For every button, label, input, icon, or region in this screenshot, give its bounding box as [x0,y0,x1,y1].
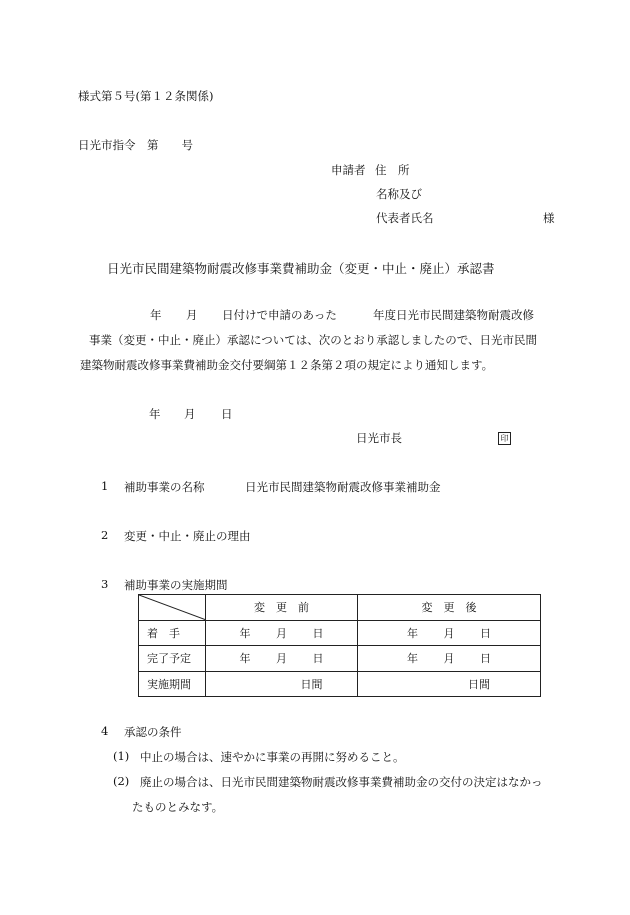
name-label: 名称及び [376,187,422,201]
row-label-start: 着 手 [139,620,206,646]
condition-1-text: 中止の場合は、速やかに事業の再開に努めること。 [140,750,405,764]
condition-2-text-continued: たものとみなす。 [132,800,224,814]
duration-before-cell [206,671,358,697]
body-line1-tail: 年度日光市民間建築物耐震改修 [373,308,534,322]
honorific: 様 [543,211,555,225]
date-year-unit: 年 [407,626,418,640]
body-line3: 建築物耐震改修事業費補助金交付要綱第１２条第２項の規定により通知します。 [80,358,494,372]
form-number: 様式第５号(第１２条関係) [78,89,214,103]
date-day-unit: 日 [480,652,491,666]
seal-icon: 印 [498,432,511,445]
table-corner-cell [139,595,206,621]
diagonal-line-icon [139,595,205,620]
date-day-unit: 日 [312,652,324,666]
item-1-number: 1 [101,479,109,493]
item-1-value: 日光市民間建築物耐震改修事業補助金 [245,480,441,494]
seal-mark [498,430,511,445]
completion-after-cell [358,646,541,672]
row-label-completion: 完了予定 [139,646,206,672]
item-1-label: 補助事業の名称 [124,480,205,494]
duration-after-cell [358,671,541,697]
column-after: 変 更 後 [358,595,541,621]
period-table [138,594,541,697]
body-month: 月 [186,308,198,322]
reference-number: 日光市指令 第 号 [78,138,193,152]
duration-unit: 日間 [300,677,323,691]
start-after-cell [358,620,541,646]
table-header-row [139,595,541,621]
table-row [139,620,541,646]
item-2-label: 変更・中止・廃止の理由 [124,529,251,543]
applicant-label: 申請者 [331,163,366,177]
body-year: 年 [150,308,162,322]
document-title: 日光市民間建築物耐震改修事業費補助金（変更・中止・廃止）承認書 [107,261,495,276]
table-row [139,646,541,672]
mayor-label: 日光市長 [356,431,402,445]
body-line2: 事業（変更・中止・廃止）承認については、次のとおり承認しましたので、日光市民間 [89,333,538,347]
column-before: 変 更 前 [206,595,358,621]
date-day-unit: 日 [312,626,324,640]
item-2-number: 2 [101,528,109,542]
date-month-unit: 月 [276,652,287,666]
date-month-unit: 月 [443,626,455,640]
date-month: 月 [184,407,196,421]
item-4-label: 承認の条件 [124,725,182,739]
item-3-label: 補助事業の実施期間 [124,578,228,592]
date-day-unit: 日 [480,626,491,640]
start-before-cell [206,620,358,646]
item-4-number: 4 [101,724,109,738]
date-year: 年 [149,407,161,421]
row-label-duration: 実施期間 [139,671,206,697]
table-row [139,671,541,697]
date-year-unit: 年 [239,626,251,640]
duration-unit: 日間 [468,677,490,691]
representative-label: 代表者氏名 [376,211,434,225]
condition-2-text: 廃止の場合は、日光市民間建築物耐震改修事業費補助金の交付の決定はなかっ [140,775,543,789]
date-year-unit: 年 [239,652,251,666]
completion-before-cell [206,646,358,672]
date-day: 日 [221,407,233,421]
body-line1: 日付けで申請のあった [222,308,337,322]
date-month-unit: 月 [443,652,455,666]
date-month-unit: 月 [276,626,287,640]
date-year-unit: 年 [407,652,418,666]
condition-2-number: (2) [113,774,130,788]
address-label: 住 所 [375,163,410,177]
condition-1-number: (1) [113,749,130,763]
item-3-number: 3 [101,577,109,591]
